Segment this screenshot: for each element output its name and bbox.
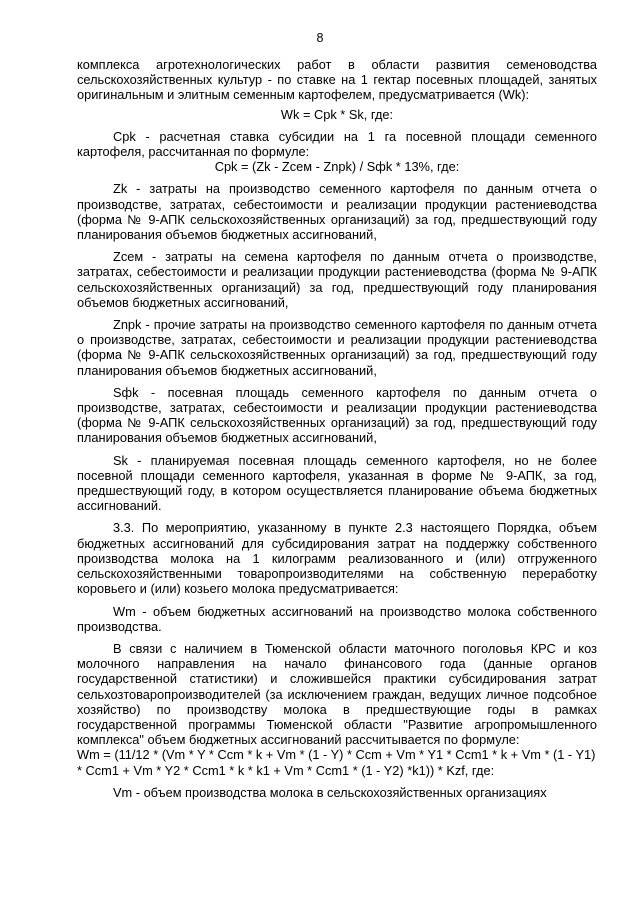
paragraph-vm-definition: Vm - объем производства молока в сельскохозяйственных организациях bbox=[113, 784, 547, 800]
paragraph-cpk-definition: Cpk - расчетная ставка субсидии на 1 га посевной площади семенного картофеля, рассчитанная по формуле: bbox=[77, 128, 597, 160]
paragraph-znpk-definition: Znpk - прочие затраты на производство семенного картофеля по данным отчета о производстве, затратах, себестоимости и реализации продукции растениеводства (форма № 9-АПК сельскохозяйственных организаций) за год, предшествующий году планирования объемов бюджетных ассигнований, bbox=[77, 317, 597, 378]
paragraph-tyumen-context: В связи с наличием в Тюменской области маточного поголовья КРС и коз молочного направления на начало финансового года (данные органов государственной статистики) и сложившейся практики субсидирования затрат сельхозтоваропроизводителей (за исключением граждан, ведущих личное подсобное хозяйство) по производству молока в предшествующие годы в рамках государственной программы Тюменской области "Развитие агропромышленного комплекса" объем бюджетных ассигнований рассчитывается по формуле: bbox=[77, 640, 597, 748]
paragraph-sfk-definition: Sфk - посевная площадь семенного картофеля по данным отчета о производстве, затратах, себестоимости и реализации продукции растениеводства (форма № 9-АПК сельскохозяйственных организаций) за год, предшествующий году планирования объемов бюджетных ассигнований, bbox=[77, 384, 597, 446]
formula-cpk: Cpk = (Zk - Zсем - Znpk) / Sфk * 13%, где: bbox=[214, 159, 460, 175]
paragraph-sk-definition: Sk - планируемая посевная площадь семенного картофеля, но не более посевной площади семенного картофеля, указанная в форме № 9-АПК, за год, предшествующий году, в котором осуществляется планирование объема бюджетных ассигнований. bbox=[77, 452, 597, 514]
paragraph-wm-definition: Wm - объем бюджетных ассигнований на производство молока собственного производства. bbox=[77, 603, 597, 634]
document-body bbox=[77, 57, 597, 800]
paragraph-intro: комплекса агротехнологических работ в области развития семеноводства сельскохозяйственных культур - по ставке на 1 гектар посевных площадей, занятых оригинальным и элитным семенным картофелем, предусматривается (Wk): bbox=[77, 57, 597, 103]
formula-wm: Wm = (11/12 * (Vm * Y * Ccm * k + Vm * (1 - Y) * Ccm + Vm * Y1 * Ccm1 * k + Vm * (1 - Y1) * Ccm1 + Vm * Y2 * Ccm1 * k * k1 + Vm * Ccm1 * (1 - Y2) *k1)) * Kzf, где: bbox=[77, 747, 596, 778]
paragraph-zk-definition: Zk - затраты на производство семенного картофеля по данным отчета о производстве, затратах, себестоимости и реализации продукции растениеводства (форма № 9-АПК сельскохозяйственных организаций) за год, предшествующий году планирования объемов бюджетных ассигнований, bbox=[77, 181, 597, 243]
paragraph-section-3-3: 3.3. По мероприятию, указанному в пункте 2.3 настоящего Порядка, объем бюджетных ассигнований для субсидирования затрат на поддержку собственного производства молока на 1 килограмм реализованного и (или) отгруженного сельскохозяйственными товаропроизводителями на собственную переработку коровьего и (или) козьего молока предусматривается: bbox=[77, 520, 597, 597]
formula-wk: Wk = Cpk * Sk, где: bbox=[280, 106, 394, 122]
page-number: 8 bbox=[316, 31, 324, 45]
paragraph-zsem-definition: Zсем - затраты на семена картофеля по данным отчета о производстве, затратах, себестоимости и реализации продукции растениеводства (форма № 9-АПК сельскохозяйственных организаций) за год, предшествующий году планирования объемов бюджетных ассигнований, bbox=[77, 249, 597, 310]
